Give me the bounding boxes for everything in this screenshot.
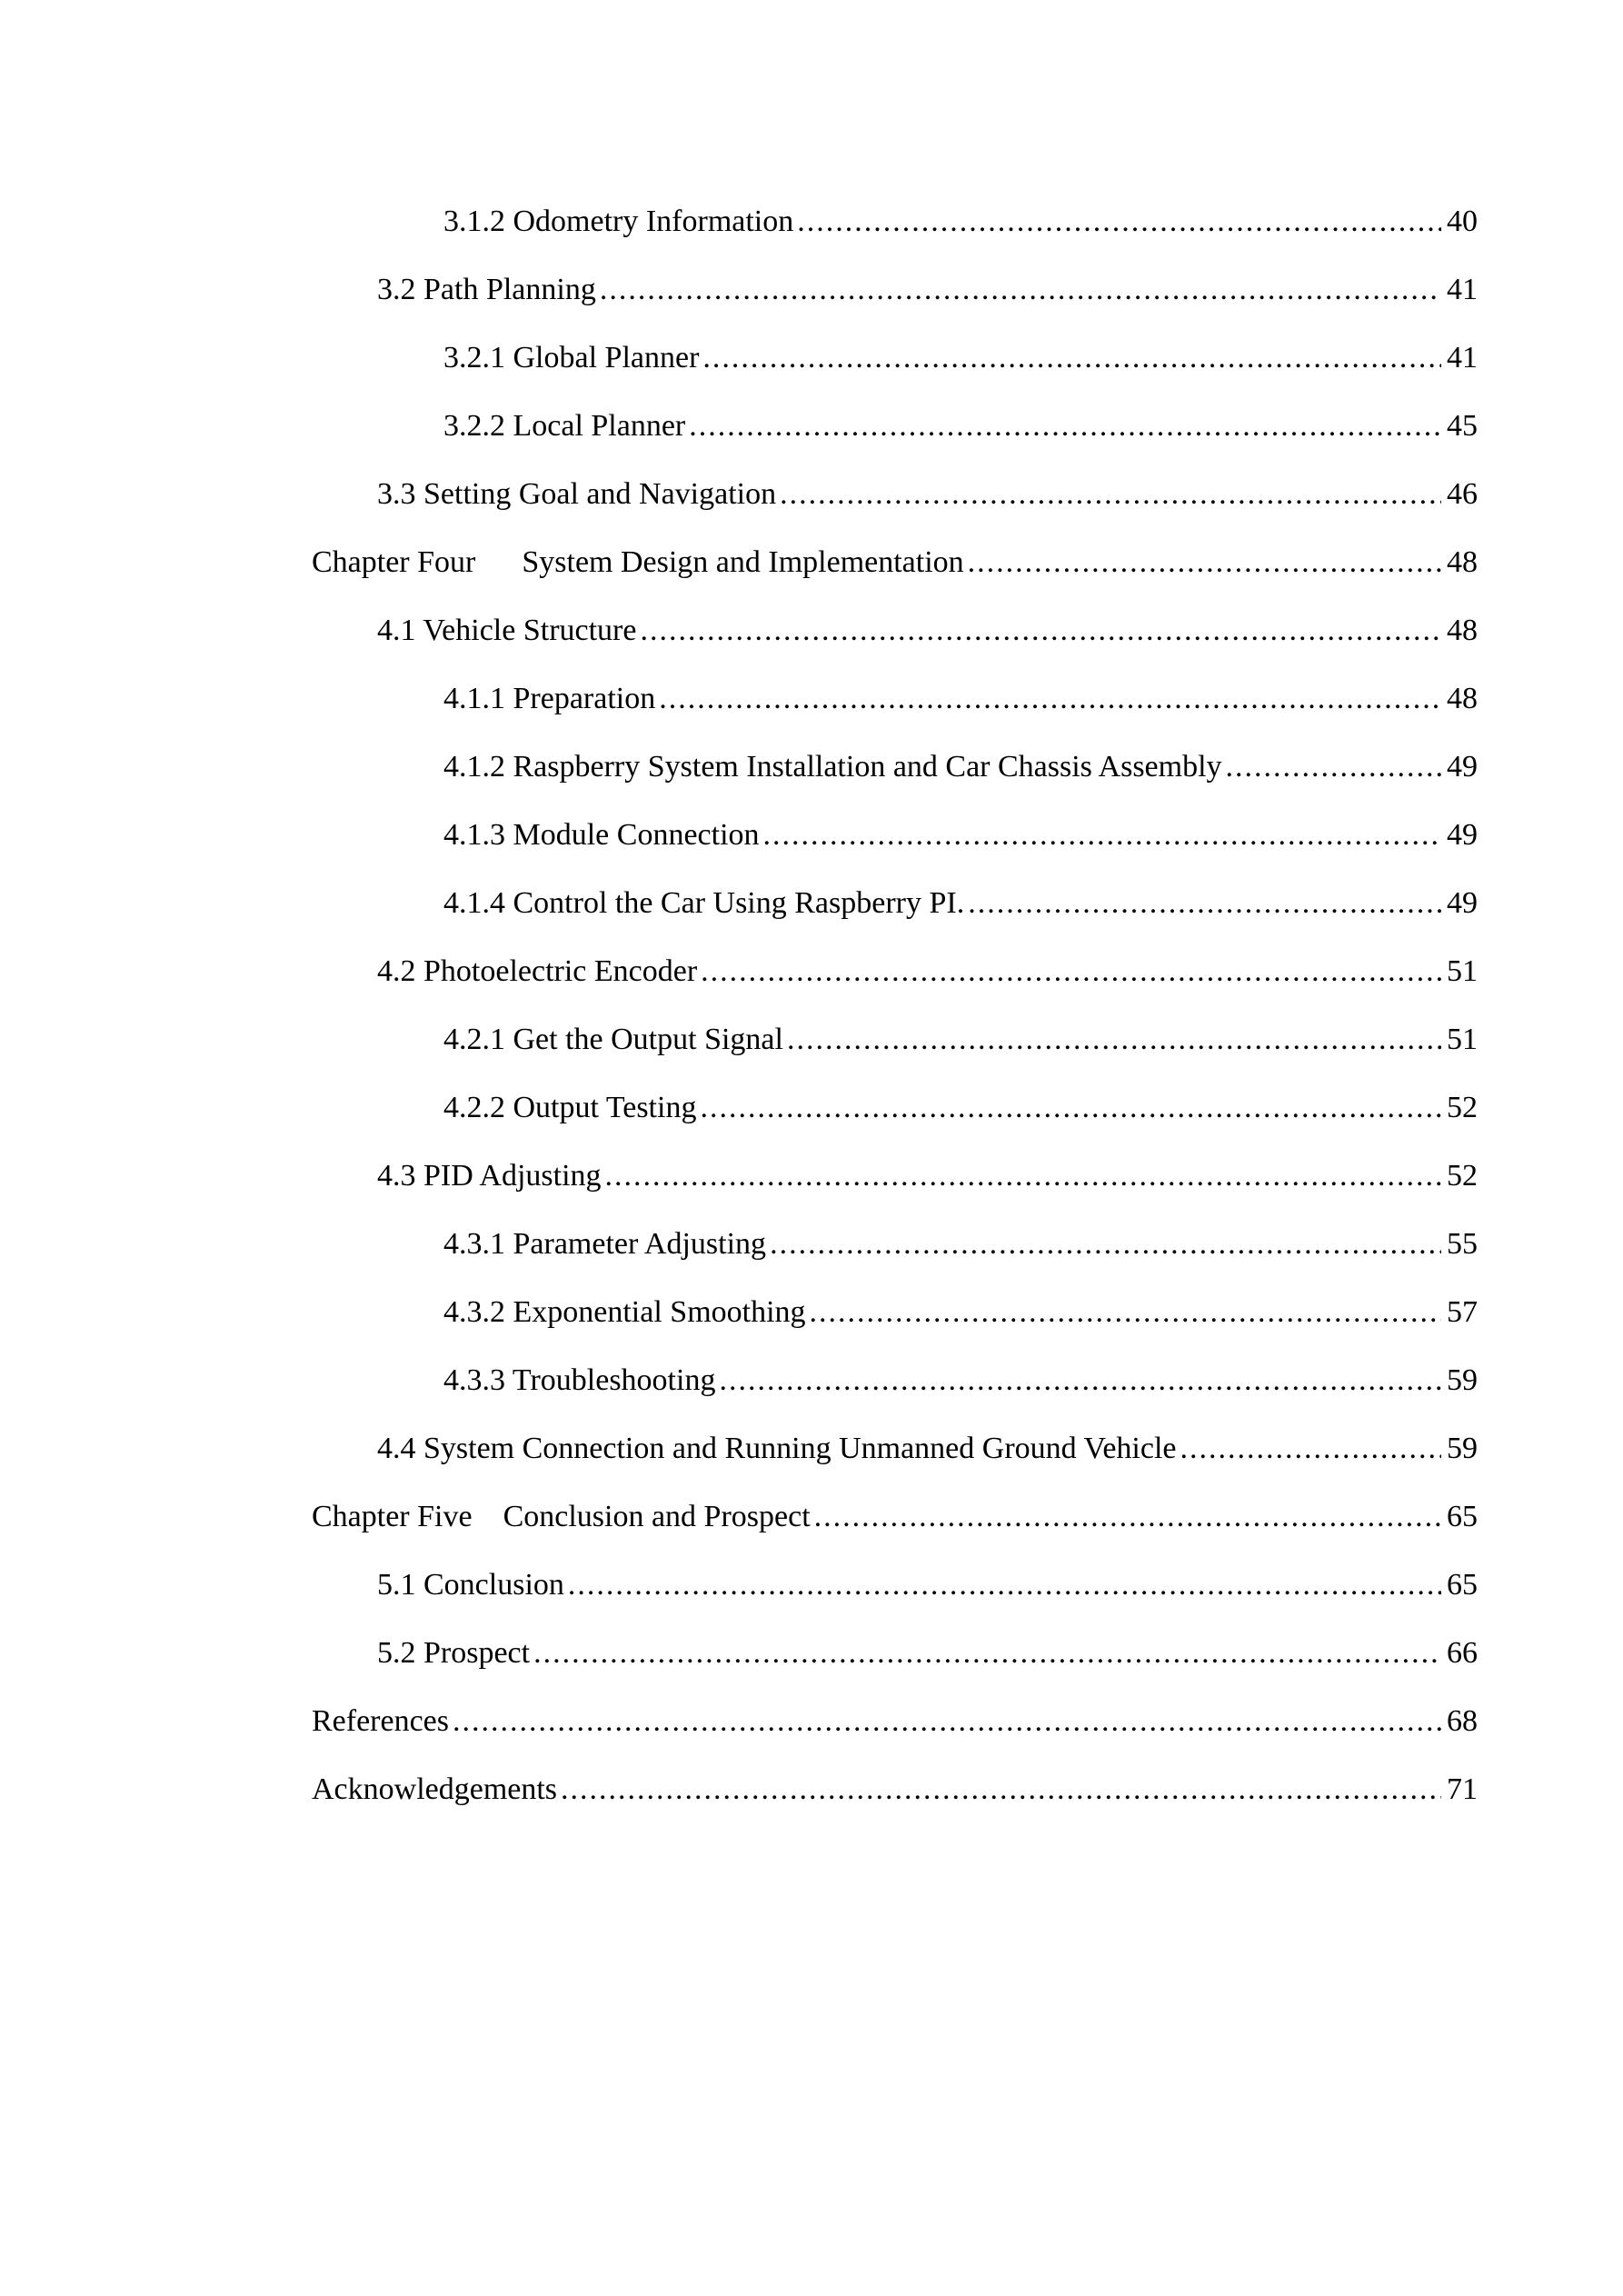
dot-leader [814, 1490, 1441, 1544]
toc-entry-title: 4.3 PID Adjusting [377, 1159, 602, 1193]
toc-entry-page-number: 68 [1447, 1704, 1478, 1738]
dot-leader [600, 263, 1441, 317]
dot-leader [605, 1149, 1441, 1203]
toc-entry[interactable] [312, 740, 1478, 808]
dot-leader [1180, 1422, 1441, 1476]
toc-entry-title: 4.2 Photoelectric Encoder [377, 954, 698, 988]
toc-entry-page-number: 48 [1447, 545, 1478, 579]
toc-entry-title: 3.2.2 Local Planner [443, 409, 686, 443]
toc-entry-page-number: 51 [1447, 954, 1478, 988]
toc-entry-title: References [312, 1704, 450, 1738]
toc-entry-page-number: 51 [1447, 1023, 1478, 1056]
toc-entry[interactable] [312, 1353, 1478, 1422]
toc-entry[interactable] [312, 399, 1478, 467]
dot-leader [640, 604, 1441, 658]
toc-entry[interactable] [312, 263, 1478, 331]
toc-entry[interactable] [312, 467, 1478, 535]
dot-leader [700, 1081, 1441, 1135]
toc-entry-title: 4.1 Vehicle Structure [377, 614, 637, 647]
toc-entry-page-number: 66 [1447, 1636, 1478, 1670]
dot-leader [561, 1762, 1441, 1817]
dot-leader [780, 467, 1441, 522]
dot-leader [659, 672, 1441, 726]
toc-entry-page-number: 55 [1447, 1227, 1478, 1261]
toc-entry-title: 4.2.1 Get the Output Signal [443, 1023, 783, 1056]
toc-entry[interactable] [312, 1217, 1478, 1285]
toc-entry-title: 5.1 Conclusion [377, 1568, 564, 1602]
dot-leader [689, 399, 1441, 454]
toc-entry-page-number: 48 [1447, 614, 1478, 647]
toc-entry[interactable] [312, 1013, 1478, 1081]
toc-entry-title: 3.2.1 Global Planner [443, 341, 700, 374]
toc-entry-page-number: 48 [1447, 682, 1478, 715]
toc-entry-title: 3.2 Path Planning [377, 273, 596, 306]
toc-entry-title: 4.1.2 Raspberry System Installation and Car Chassis Assembly [443, 750, 1222, 784]
toc-entry[interactable] [312, 535, 1478, 604]
toc-entry[interactable] [312, 876, 1478, 944]
toc-entry-title: 3.3 Setting Goal and Navigation [377, 477, 777, 511]
toc-entry-page-number: 57 [1447, 1295, 1478, 1329]
toc-entry-title: 4.1.4 Control the Car Using Raspberry PI. [443, 886, 965, 920]
toc-entry-page-number: 71 [1447, 1772, 1478, 1806]
dot-leader [533, 1626, 1441, 1681]
toc-entry[interactable] [312, 195, 1478, 263]
toc-entry-page-number: 59 [1447, 1432, 1478, 1465]
toc-entry-page-number: 52 [1447, 1091, 1478, 1124]
toc-entry-page-number: 41 [1447, 341, 1478, 374]
toc-entry-title: Acknowledgements [312, 1772, 558, 1806]
toc-entry-title: 4.2.2 Output Testing [443, 1091, 697, 1124]
dot-leader [1226, 740, 1441, 794]
dot-leader [787, 1013, 1441, 1067]
toc-entry-title: 3.1.2 Odometry Information [443, 205, 794, 238]
toc-entry-page-number: 49 [1447, 886, 1478, 920]
toc-entry-title: 4.1.3 Module Connection [443, 818, 760, 852]
toc-entry-title: 4.4 System Connection and Running Unmanned Ground Vehicle [377, 1432, 1177, 1465]
toc-entry[interactable] [312, 331, 1478, 399]
dot-leader [763, 808, 1441, 863]
table-of-contents [312, 195, 1478, 1831]
toc-entry-page-number: 40 [1447, 205, 1478, 238]
dot-leader [719, 1353, 1441, 1408]
toc-entry-page-number: 52 [1447, 1159, 1478, 1193]
dot-leader [568, 1558, 1441, 1612]
toc-entry[interactable] [312, 1422, 1478, 1490]
toc-entry-page-number: 49 [1447, 818, 1478, 852]
dot-leader [968, 876, 1441, 931]
toc-entry-title: 5.2 Prospect [377, 1636, 531, 1670]
dot-leader [702, 331, 1441, 385]
toc-entry[interactable] [312, 1762, 1478, 1831]
dot-leader [701, 944, 1441, 999]
toc-entry[interactable] [312, 1490, 1478, 1558]
toc-entry-title: Chapter Five Conclusion and Prospect [312, 1500, 811, 1533]
toc-entry-title: 4.3.2 Exponential Smoothing [443, 1295, 806, 1329]
dot-leader [797, 195, 1441, 249]
toc-entry-page-number: 49 [1447, 750, 1478, 784]
toc-entry[interactable] [312, 1285, 1478, 1353]
dot-leader [968, 535, 1441, 590]
dot-leader [810, 1285, 1441, 1340]
toc-entry-page-number: 65 [1447, 1568, 1478, 1602]
toc-entry[interactable] [312, 1694, 1478, 1762]
toc-entry-title: 4.1.1 Preparation [443, 682, 656, 715]
toc-entry-page-number: 45 [1447, 409, 1478, 443]
toc-entry-page-number: 46 [1447, 477, 1478, 511]
toc-entry[interactable] [312, 944, 1478, 1013]
dot-leader [453, 1694, 1441, 1749]
toc-entry[interactable] [312, 672, 1478, 740]
toc-entry[interactable] [312, 1558, 1478, 1626]
toc-entry[interactable] [312, 1626, 1478, 1694]
toc-entry-title: Chapter Four System Design and Implementation [312, 545, 964, 579]
toc-entry[interactable] [312, 808, 1478, 876]
dot-leader [770, 1217, 1441, 1272]
toc-entry[interactable] [312, 1149, 1478, 1217]
toc-entry[interactable] [312, 1081, 1478, 1149]
toc-entry-page-number: 65 [1447, 1500, 1478, 1533]
toc-entry-title: 4.3.3 Troubleshooting [443, 1363, 716, 1397]
toc-entry-page-number: 59 [1447, 1363, 1478, 1397]
toc-entry[interactable] [312, 604, 1478, 672]
toc-entry-title: 4.3.1 Parameter Adjusting [443, 1227, 767, 1261]
toc-entry-page-number: 41 [1447, 273, 1478, 306]
